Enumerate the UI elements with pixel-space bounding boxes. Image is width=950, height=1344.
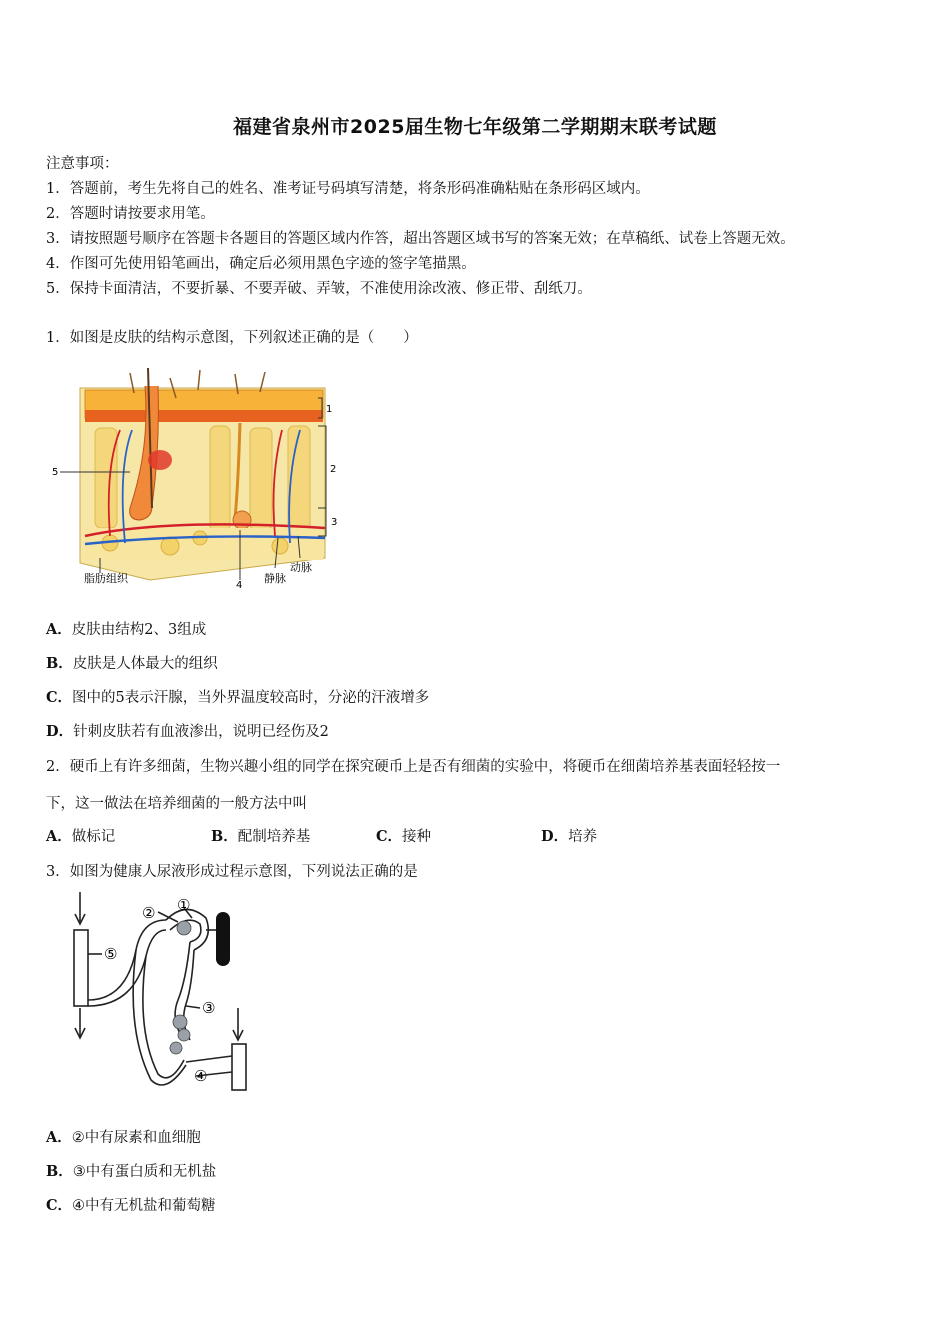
q2-option-c[interactable] bbox=[376, 825, 431, 846]
notice-heading: 注意事项： bbox=[46, 156, 119, 172]
option-text: ③中有蛋白质和无机盐 bbox=[72, 1164, 217, 1180]
option-label: C． bbox=[46, 689, 73, 706]
nephron-label-3: ③ bbox=[202, 999, 216, 1017]
q3-stem: 3．如图为健康人尿液形成过程示意图，下列说法正确的是 bbox=[46, 864, 418, 880]
nephron-label-2: ② bbox=[142, 904, 156, 922]
q2-option-b[interactable] bbox=[211, 825, 310, 846]
q1-stem: 1．如图是皮肤的结构示意图，下列叙述正确的是（ ） bbox=[46, 330, 418, 346]
q2-option-d[interactable] bbox=[541, 825, 597, 846]
option-label: B． bbox=[46, 655, 73, 672]
option-label: B． bbox=[211, 828, 238, 845]
skin-label-fat: 脂肪组织 bbox=[84, 572, 128, 585]
skin-label-vein: 静脉 bbox=[264, 572, 286, 585]
option-text: 做标记 bbox=[71, 829, 116, 845]
skin-label-1: 1 bbox=[326, 404, 333, 415]
nephron-label-1: ① bbox=[177, 896, 191, 914]
option-label: B． bbox=[46, 1163, 73, 1180]
option-label: C． bbox=[376, 828, 403, 845]
q1-option-b[interactable] bbox=[46, 652, 218, 673]
nephron-label-5: ⑤ bbox=[104, 945, 118, 963]
q3-option-a[interactable] bbox=[46, 1126, 201, 1147]
skin-label-5: 5 bbox=[52, 467, 59, 478]
option-label: C． bbox=[46, 1197, 73, 1214]
q3-option-b[interactable] bbox=[46, 1160, 216, 1181]
skin-label-artery: 动脉 bbox=[290, 561, 312, 574]
option-label: A． bbox=[46, 1129, 72, 1146]
notice-item-1: 1．答题前，考生先将自己的姓名、准考证号码填写清楚，将条形码准确粘贴在条形码区域内。 bbox=[46, 181, 650, 197]
option-text: 培养 bbox=[568, 829, 598, 845]
q3-option-c[interactable] bbox=[46, 1194, 216, 1215]
notice-item-4: 4．作图可先使用铅笔画出，确定后必须用黑色字迹的签字笔描黑。 bbox=[46, 256, 476, 272]
nephron-figure bbox=[66, 890, 266, 1095]
skin-label-3: 3 bbox=[331, 517, 338, 528]
option-label: D． bbox=[541, 828, 569, 845]
option-text: 针刺皮肤若有血液渗出，说明已经伤及2 bbox=[73, 724, 329, 740]
q2-stem-line2: 下，这一做法在培养细菌的一般方法中叫 bbox=[46, 796, 307, 812]
option-text: 图中的5表示汗腺，当外界温度较高时，分泌的汗液增多 bbox=[72, 690, 430, 706]
q2-stem-line1: 2．硬币上有许多细菌，生物兴趣小组的同学在探究硬币上是否有细菌的实验中，将硬币在细菌培养基表面轻轻按一 bbox=[46, 759, 781, 775]
option-label: D． bbox=[46, 723, 74, 740]
notice-item-2: 2．答题时请按要求用笔。 bbox=[46, 206, 215, 222]
option-text: 皮肤是人体最大的组织 bbox=[72, 656, 218, 672]
q2-option-a[interactable] bbox=[46, 825, 115, 846]
q1-option-d[interactable] bbox=[46, 720, 329, 741]
skin-structure-figure bbox=[50, 368, 350, 590]
option-text: 配制培养基 bbox=[237, 829, 311, 845]
q1-option-c[interactable] bbox=[46, 686, 429, 707]
option-text: ④中有无机盐和葡萄糖 bbox=[72, 1198, 216, 1214]
skin-label-2: 2 bbox=[330, 464, 337, 475]
q1-option-a[interactable] bbox=[46, 618, 206, 639]
option-text: 接种 bbox=[402, 829, 432, 845]
option-label: A． bbox=[46, 621, 72, 638]
page-title: 福建省泉州市2025届生物七年级第二学期期末联考试题 bbox=[233, 116, 717, 138]
nephron-label-4: ④ bbox=[194, 1067, 208, 1085]
notice-item-5: 5．保持卡面清洁，不要折暴、不要弄破、弄皱，不准使用涂改液、修正带、刮纸刀。 bbox=[46, 281, 592, 297]
option-text: ②中有尿素和血细胞 bbox=[71, 1130, 201, 1146]
notice-item-3: 3．请按照题号顺序在答题卡各题目的答题区域内作答，超出答题区域书写的答案无效；在草稿纸、试卷上答题无效。 bbox=[46, 231, 795, 247]
skin-label-4: 4 bbox=[236, 580, 243, 590]
option-text: 皮肤由结构2、3组成 bbox=[71, 622, 207, 638]
option-label: A． bbox=[46, 828, 72, 845]
